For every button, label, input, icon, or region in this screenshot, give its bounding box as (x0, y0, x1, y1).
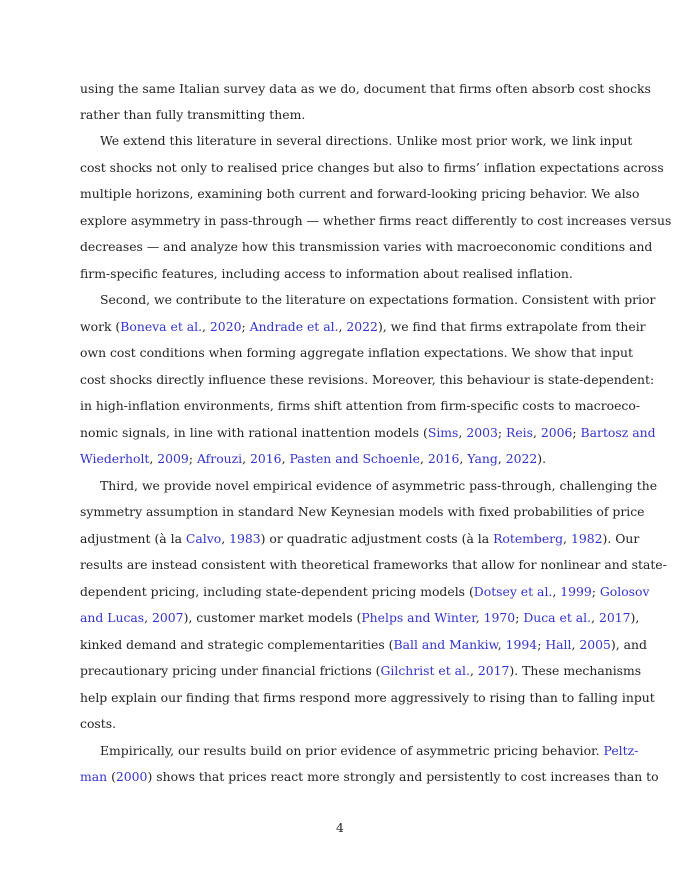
text-segment: , (149, 451, 158, 466)
text-line (80, 319, 646, 335)
text-segment: ), customer market models ( (183, 610, 362, 625)
text-line (80, 160, 664, 176)
text-segment: , (591, 610, 599, 625)
text-segment: , (221, 531, 230, 546)
citation-link[interactable]: Rotemberg (493, 531, 564, 546)
text-segment: Second, we contribute to the literature on expectations formation. Consistent with prior (100, 292, 656, 307)
text-segment: results are instead consistent with theoretical frameworks that allow for nonlinear and state- (80, 557, 667, 572)
citation-link[interactable]: 2020 (209, 319, 242, 334)
text-line (80, 557, 667, 573)
text-segment: ), and (610, 637, 647, 652)
text-segment: symmetry assumption in standard New Keynesian models with fixed probabilities of price (80, 504, 645, 519)
text-line (80, 186, 640, 202)
text-segment: precautionary pricing under financial frictions ( (80, 663, 381, 678)
citation-link[interactable]: 2016 (427, 451, 460, 466)
text-segment: , (563, 531, 571, 546)
citation-link[interactable]: 2017 (598, 610, 631, 625)
citation-link[interactable]: Andrade et al. (249, 319, 339, 334)
text-segment: , (552, 584, 561, 599)
citation-link[interactable]: and Lucas (80, 610, 145, 625)
text-segment: work ( (80, 319, 121, 334)
text-line (80, 398, 641, 414)
text-segment: ; (515, 610, 524, 625)
text-segment: ( (107, 769, 116, 784)
citation-link[interactable]: 2003 (466, 425, 498, 440)
text-segment: ). These mechanisms (509, 663, 642, 678)
text-segment: decreases — and analyze how this transmission varies with macroeconomic conditions and (80, 239, 653, 254)
citation-link[interactable]: Calvo (185, 531, 222, 546)
citation-link[interactable]: Dotsey et al. (473, 584, 553, 599)
citation-link[interactable]: 2017 (477, 663, 510, 678)
citation-link[interactable]: 2016 (250, 451, 282, 466)
text-segment: , (144, 610, 153, 625)
citation-link[interactable]: Afrouzi (196, 451, 243, 466)
text-segment: , (497, 451, 506, 466)
citation-link[interactable]: Yang (467, 451, 498, 466)
text-line (80, 81, 651, 97)
text-segment: ; (188, 451, 197, 466)
text-line (80, 425, 656, 441)
citation-link[interactable]: 2009 (157, 451, 189, 466)
citation-link[interactable]: 2022 (505, 451, 538, 466)
text-segment: cost shocks directly influence these revisions. Moreover, this behaviour is state-dependent: (80, 372, 655, 387)
text-line (80, 690, 655, 706)
text-segment: firm-specific features, including access to information about realised inflation. (80, 266, 573, 281)
text-line (80, 239, 653, 255)
text-segment: ; (537, 637, 546, 652)
citation-link[interactable]: man (80, 769, 108, 784)
text-segment: using the same Italian survey data as we do, document that firms often absorb cost shocks (80, 81, 651, 96)
citation-link[interactable]: 2006 (540, 425, 573, 440)
page-number: 4 (336, 820, 344, 835)
text-segment: Third, we provide novel empirical evidence of asymmetric pass-through, challenging the (100, 478, 658, 493)
text-line (80, 107, 600, 123)
text-segment: ). Our (602, 531, 640, 546)
text-segment: , (242, 451, 251, 466)
text-line (80, 451, 600, 467)
text-segment: rather than fully transmitting them. (80, 107, 306, 122)
text-segment: , (459, 451, 468, 466)
text-segment: explore asymmetry in pass-through — whether firms react differently to cost increases versus (80, 213, 672, 228)
text-segment: , (532, 425, 541, 440)
text-line (80, 372, 655, 388)
citation-link[interactable]: Gilchrist et al. (380, 663, 470, 678)
citation-link[interactable]: Hall (545, 637, 572, 652)
text-segment: ; (241, 319, 250, 334)
text-segment: dependent pricing, including state-dependent pricing models ( (80, 584, 474, 599)
citation-link[interactable]: 2007 (152, 610, 184, 625)
text-segment: ), (630, 610, 640, 625)
text-segment: ; (591, 584, 600, 599)
text-line (80, 610, 640, 626)
text-line (80, 584, 650, 600)
citation-link[interactable]: 1999 (560, 584, 592, 599)
citation-link[interactable]: Boneva et al. (120, 319, 203, 334)
text-line (100, 133, 633, 149)
text-segment: ) or quadratic adjustment costs (à la (260, 531, 494, 546)
text-segment: , (338, 319, 347, 334)
text-line (80, 716, 600, 732)
text-line (80, 531, 640, 547)
citation-link[interactable]: Pasten and Schoenle (289, 451, 420, 466)
citation-link[interactable]: 1970 (483, 610, 516, 625)
citation-link[interactable]: Wiederholt (80, 451, 150, 466)
text-segment: multiple horizons, examining both current and forward-looking pricing behavior. We also (80, 186, 640, 201)
text-segment: cost shocks not only to realised price changes but also to firms’ inflation expectations across (80, 160, 664, 175)
text-segment: ; (572, 425, 581, 440)
text-line (80, 266, 600, 282)
text-segment: nomic signals, in line with rational inattention models ( (80, 425, 428, 440)
citation-link[interactable]: 1982 (570, 531, 603, 546)
text-segment: ) shows that prices react more strongly and persistently to cost increases than to (147, 769, 659, 784)
text-line (80, 769, 659, 785)
citation-link[interactable]: Reis (505, 425, 533, 440)
text-segment: own cost conditions when forming aggregate inflation expectations. We show that input (80, 345, 633, 360)
citation-link[interactable]: Ball and Mankiw (393, 637, 498, 652)
text-segment: adjustment (à la (80, 531, 186, 546)
text-line (100, 743, 639, 759)
citation-link[interactable]: Golosov (599, 584, 650, 599)
text-segment: , (469, 663, 478, 678)
text-line (100, 292, 656, 308)
citation-link[interactable]: Sims (427, 425, 459, 440)
citation-link[interactable]: Phelps and Winter (361, 610, 476, 625)
text-segment: ; (497, 425, 506, 440)
text-line (80, 637, 647, 653)
text-line (80, 213, 672, 229)
citation-link[interactable]: Bartosz and (580, 425, 656, 440)
text-segment: , (281, 451, 290, 466)
text-line (80, 504, 645, 520)
text-segment: costs. (80, 716, 117, 731)
text-segment: , (419, 451, 428, 466)
text-segment: ), we find that firms extrapolate from their (377, 319, 646, 334)
text-segment: in high-inflation environments, firms shift attention from firm-specific costs to macroeco- (80, 398, 641, 413)
text-segment: , (497, 637, 506, 652)
text-segment: , (475, 610, 484, 625)
text-segment: , (202, 319, 210, 334)
text-segment: kinked demand and strategic complementarities ( (80, 637, 394, 652)
text-segment: help explain our finding that firms respond more aggressively to rising than to falling input (80, 690, 655, 705)
citation-link[interactable]: 2005 (579, 637, 611, 652)
text-line (80, 663, 642, 679)
text-segment: , (458, 425, 467, 440)
citation-link[interactable]: Duca et al. (523, 610, 592, 625)
text-line (80, 345, 633, 361)
citation-link[interactable]: Peltz- (603, 743, 639, 758)
text-segment: Empirically, our results build on prior evidence of asymmetric pricing behavior. (100, 743, 604, 758)
text-segment: We extend this literature in several directions. Unlike most prior work, we link input (100, 133, 633, 148)
citation-link[interactable]: 1983 (229, 531, 261, 546)
citation-link[interactable]: 1994 (505, 637, 538, 652)
citation-link[interactable]: 2000 (115, 769, 148, 784)
citation-link[interactable]: 2022 (346, 319, 378, 334)
text-line (100, 478, 658, 494)
text-segment: ). (537, 451, 547, 466)
text-segment: , (571, 637, 580, 652)
